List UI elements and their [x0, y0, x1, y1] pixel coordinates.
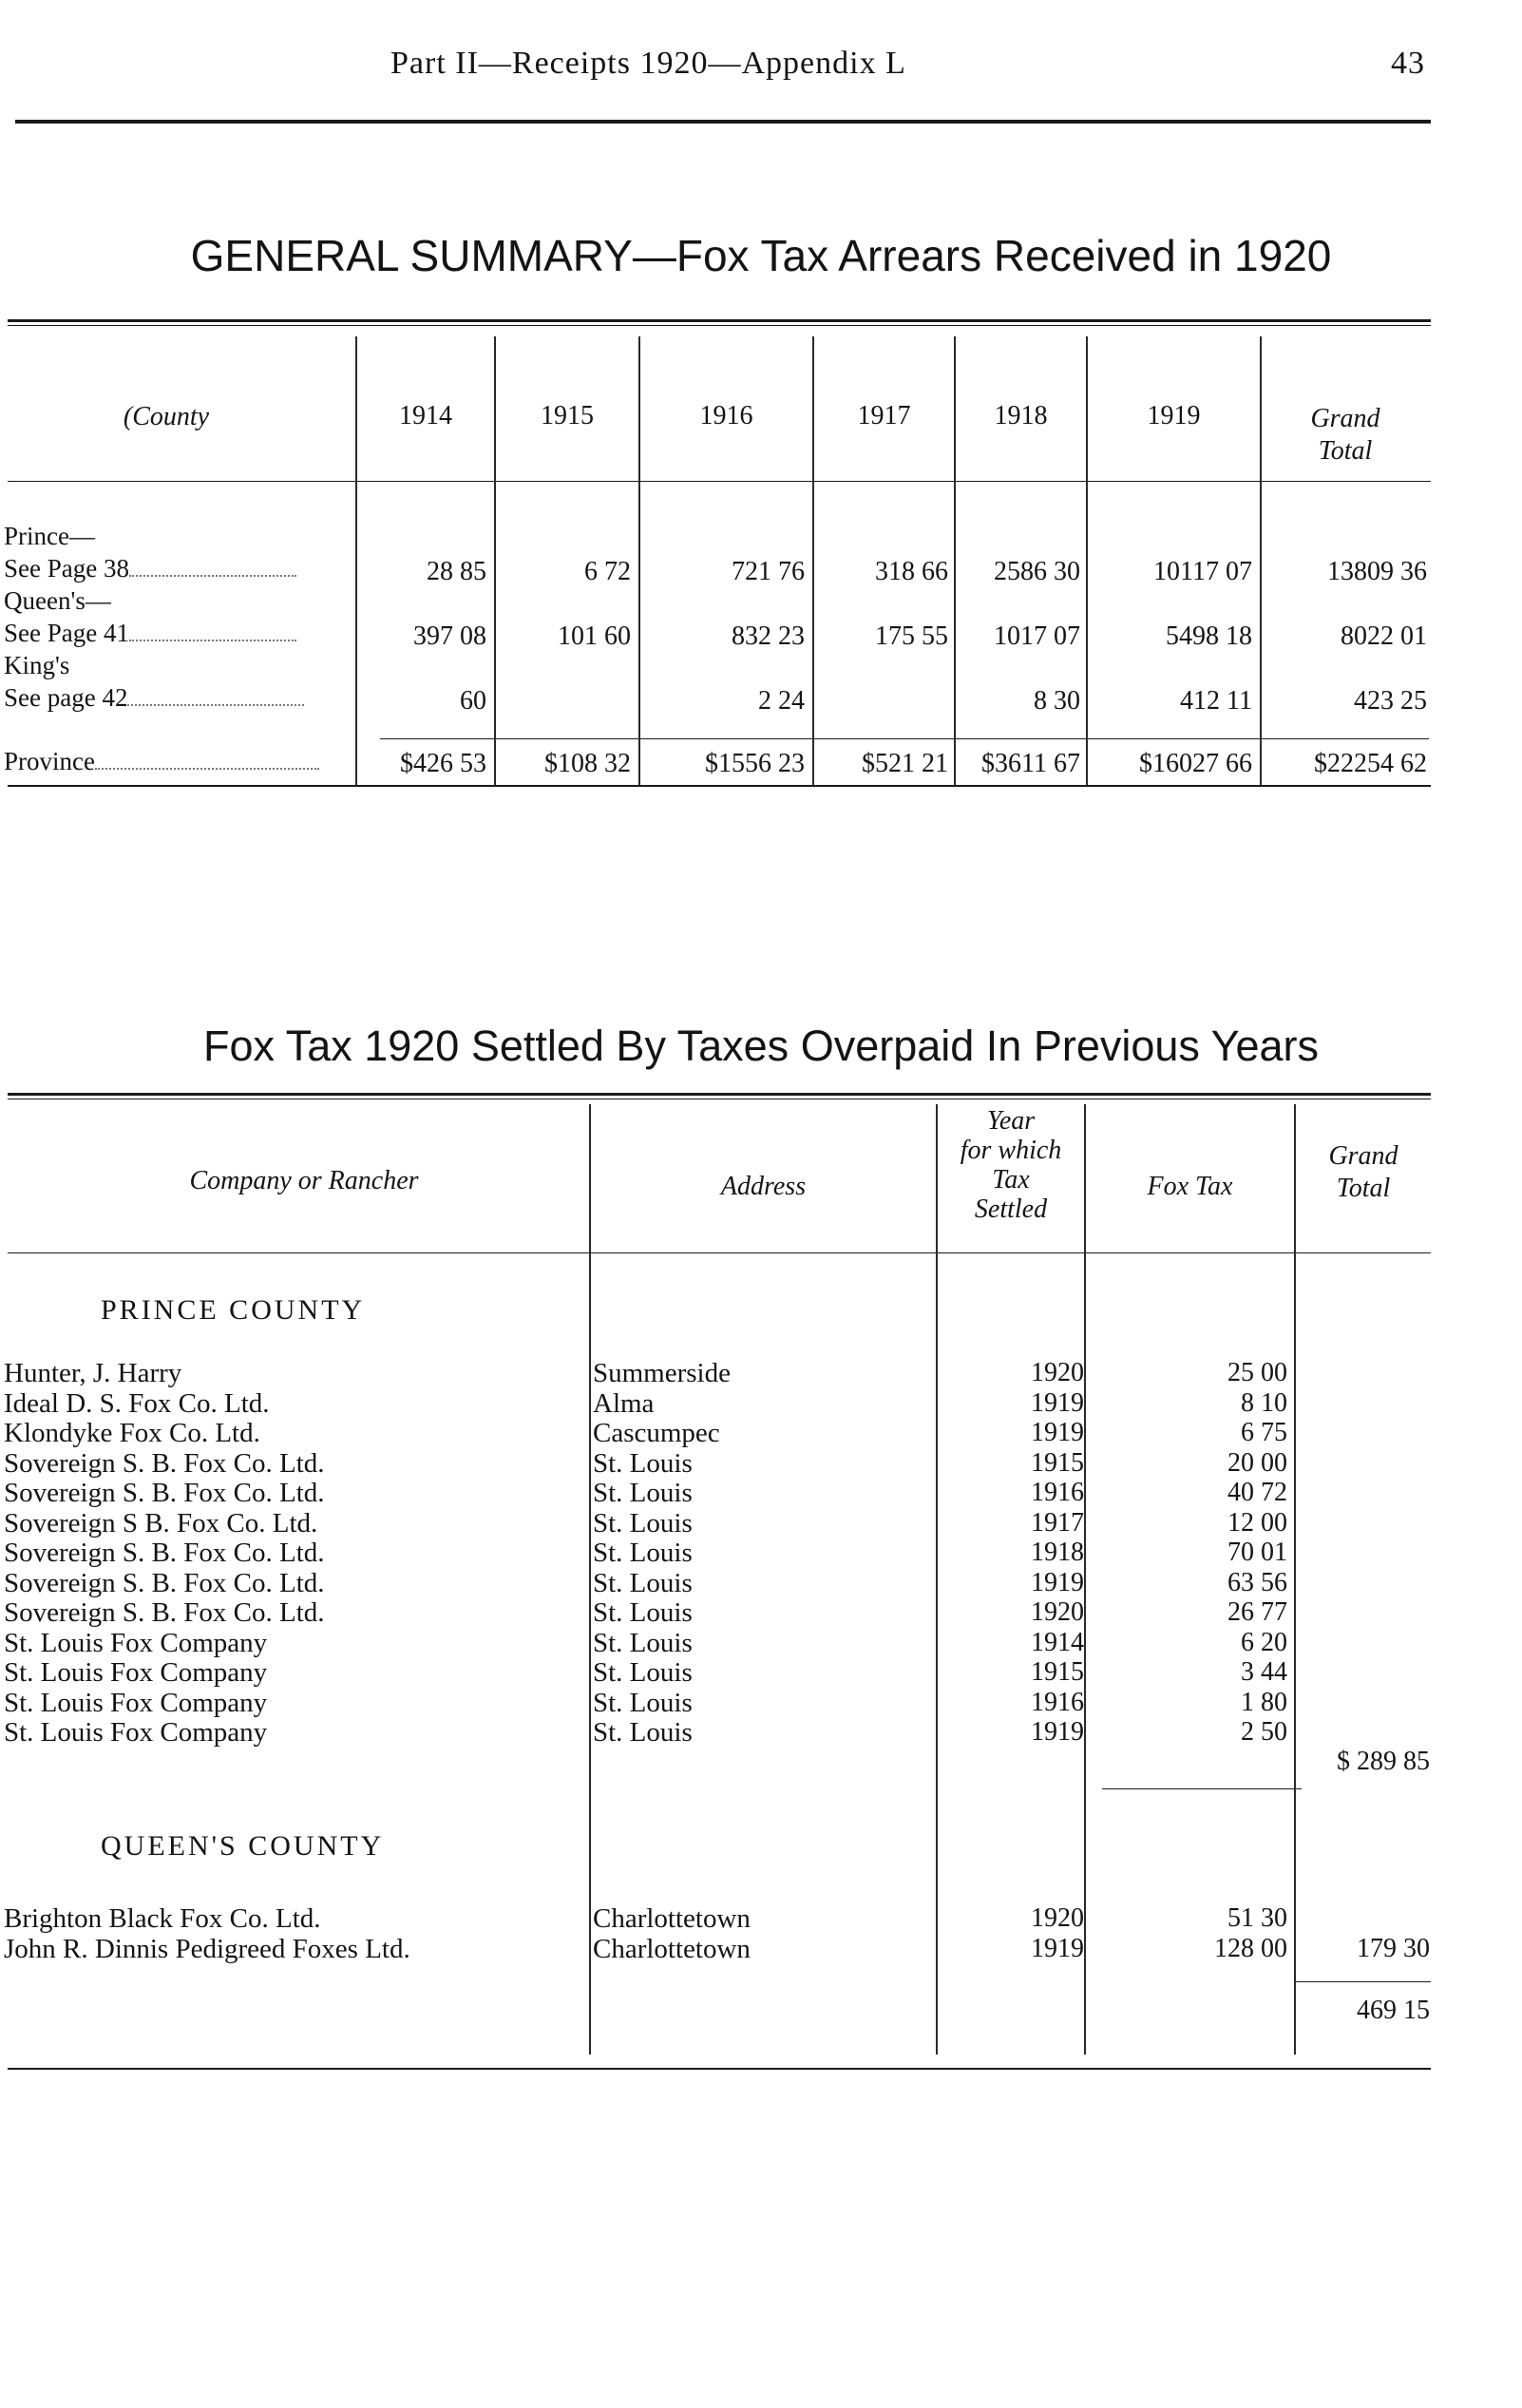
- cell-value: 60: [460, 686, 486, 716]
- col-header-year: 1917: [857, 401, 911, 430]
- company-name: Brighton Black Fox Co. Ltd.: [4, 1903, 321, 1934]
- cell-value: 397 08: [413, 621, 486, 651]
- year-settled: 1918: [1031, 1538, 1084, 1567]
- fox-tax: 20 00: [1227, 1447, 1287, 1478]
- company-name: Ideal D. S. Fox Co. Ltd.: [4, 1387, 270, 1419]
- year-settled: 1916: [1031, 1687, 1084, 1717]
- year-settled: 1919: [1031, 1934, 1084, 1963]
- address: St. Louis: [593, 1507, 693, 1538]
- company-name: John R. Dinnis Pedigreed Foxes Ltd.: [4, 1934, 410, 1964]
- table-row: [0, 1568, 1522, 1596]
- cell-value: 8022 01: [1341, 621, 1427, 651]
- col-header-year: 1918: [994, 401, 1048, 430]
- cell-value: 2586 30: [994, 557, 1080, 586]
- year-settled: 1920: [1031, 1597, 1084, 1627]
- fox-tax: 1 80: [1241, 1687, 1287, 1717]
- col-header-grand-total: Grand Total: [1328, 1141, 1398, 1203]
- address: St. Louis: [593, 1597, 693, 1628]
- company-name: Klondyke Fox Co. Ltd.: [4, 1418, 260, 1448]
- province-total: $1556 23: [705, 749, 805, 778]
- col-header-year: 1916: [699, 401, 753, 430]
- table-row: [0, 1388, 1522, 1417]
- col-header-grand-total: Grand Total: [1310, 404, 1380, 466]
- company-name: Hunter, J. Harry: [4, 1358, 182, 1388]
- company-name: Sovereign S. B. Fox Co. Ltd.: [4, 1597, 325, 1628]
- cell-value: 423 25: [1354, 686, 1427, 716]
- cell-value: 832 23: [732, 621, 805, 651]
- fox-tax: 26 77: [1227, 1597, 1287, 1627]
- fox-tax: 63 56: [1227, 1567, 1287, 1597]
- col-header-company: Company or Rancher: [189, 1166, 419, 1195]
- year-settled: 1917: [1031, 1507, 1084, 1538]
- fox-tax: 12 00: [1227, 1507, 1287, 1538]
- year-settled: 1919: [1031, 1418, 1084, 1447]
- col-header-address: Address: [720, 1172, 807, 1201]
- province-total: $3611 67: [981, 749, 1080, 778]
- address: Alma: [593, 1387, 655, 1419]
- table-row: [0, 1628, 1522, 1656]
- company-name: St. Louis Fox Company: [4, 1657, 268, 1688]
- address: St. Louis: [593, 1447, 693, 1479]
- row-label-province: Province: [4, 748, 319, 774]
- cell-value: 28 85: [427, 557, 486, 586]
- row-label-prince: Prince—: [4, 522, 95, 550]
- address: Charlottetown: [593, 1934, 751, 1964]
- year-settled: 1914: [1031, 1627, 1084, 1657]
- company-name: Sovereign S. B. Fox Co. Ltd.: [4, 1478, 325, 1508]
- row-label-queens: Queen's—: [4, 586, 111, 615]
- year-settled: 1919: [1031, 1387, 1084, 1418]
- year-settled: 1919: [1031, 1717, 1084, 1747]
- table-row: [0, 1358, 1522, 1386]
- year-settled: 1920: [1031, 1903, 1084, 1933]
- year-settled: 1916: [1031, 1478, 1084, 1507]
- year-settled: 1915: [1031, 1657, 1084, 1687]
- general-summary-title: GENERAL SUMMARY—Fox Tax Arrears Received in 1920: [190, 231, 1332, 280]
- province-total: $521 21: [862, 749, 948, 778]
- company-name: Sovereign S B. Fox Co. Ltd.: [4, 1507, 318, 1538]
- address: Cascumpec: [593, 1418, 720, 1448]
- row-label-kings-page: See page 42: [4, 684, 304, 711]
- page-number: 43: [1391, 46, 1425, 81]
- table-row: [0, 1418, 1522, 1446]
- section-heading-prince: PRINCE COUNTY: [101, 1294, 366, 1326]
- grand-total: 469 15: [1357, 1996, 1430, 2025]
- table-row: [0, 1508, 1522, 1537]
- province-total: $426 53: [400, 749, 486, 778]
- fox-tax: 6 20: [1241, 1627, 1287, 1657]
- cell-value: 6 72: [584, 557, 631, 586]
- settled-title: Fox Tax 1920 Settled By Taxes Overpaid In Previous Years: [202, 1022, 1320, 1070]
- address: St. Louis: [593, 1478, 693, 1508]
- cell-value: 412 11: [1180, 686, 1252, 716]
- prince-total: $ 289 85: [1337, 1747, 1430, 1776]
- cell-value: 5498 18: [1166, 621, 1252, 651]
- company-name: St. Louis Fox Company: [4, 1717, 268, 1748]
- company-name: St. Louis Fox Company: [4, 1687, 268, 1718]
- address: St. Louis: [593, 1538, 693, 1568]
- col-header-year: 1919: [1147, 401, 1201, 430]
- table-row: [0, 1538, 1522, 1566]
- province-total: $16027 66: [1139, 749, 1252, 778]
- year-settled: 1915: [1031, 1447, 1084, 1478]
- fox-tax: 70 01: [1227, 1538, 1287, 1567]
- table-row: [0, 1934, 1522, 1962]
- address: Summerside: [593, 1358, 731, 1388]
- cell-value: 175 55: [875, 621, 948, 651]
- col-header-fox-tax: Fox Tax: [1147, 1172, 1233, 1201]
- year-settled: 1919: [1031, 1567, 1084, 1597]
- running-header: Part II—Receipts 1920—Appendix L: [390, 46, 906, 81]
- company-name: Sovereign S. B. Fox Co. Ltd.: [4, 1447, 325, 1479]
- table-row: [0, 1903, 1522, 1932]
- cell-value: 13809 36: [1327, 557, 1427, 586]
- table-row: [0, 1597, 1522, 1626]
- fox-tax: 40 72: [1227, 1478, 1287, 1507]
- fox-tax: 2 50: [1241, 1717, 1287, 1747]
- table-row: [0, 1478, 1522, 1506]
- fox-tax: 8 10: [1241, 1387, 1287, 1418]
- company-name: Sovereign S. B. Fox Co. Ltd.: [4, 1538, 325, 1568]
- header-rule: [15, 120, 1431, 124]
- company-name: St. Louis Fox Company: [4, 1627, 268, 1658]
- address: St. Louis: [593, 1627, 693, 1658]
- cell-value: 721 76: [732, 557, 805, 586]
- col-header-year-settled: Year for which Tax Settled: [960, 1106, 1062, 1224]
- cell-value: 101 60: [558, 621, 631, 651]
- cell-value: 2 24: [758, 686, 805, 716]
- address: St. Louis: [593, 1687, 693, 1718]
- table-row: [0, 1448, 1522, 1477]
- table-row: [0, 1688, 1522, 1716]
- row-label-prince-page: See Page 38: [4, 555, 296, 582]
- fox-tax: 25 00: [1227, 1358, 1287, 1387]
- cell-value: 318 66: [875, 557, 948, 586]
- table-row: [0, 1717, 1522, 1746]
- address: St. Louis: [593, 1657, 693, 1688]
- col-header-year: 1915: [541, 401, 594, 430]
- col-header-year: 1914: [399, 401, 452, 430]
- address: St. Louis: [593, 1567, 693, 1598]
- fox-tax: 128 00: [1214, 1934, 1287, 1963]
- row-label-queens-page: See Page 41: [4, 620, 296, 646]
- cell-value: 1017 07: [994, 621, 1080, 651]
- queens-total: 179 30: [1357, 1934, 1430, 1963]
- province-total: $108 32: [544, 749, 631, 778]
- section-heading-queens: QUEEN'S COUNTY: [101, 1830, 385, 1862]
- table-row: [0, 1657, 1522, 1686]
- company-name: Sovereign S. B. Fox Co. Ltd.: [4, 1567, 325, 1598]
- fox-tax: 3 44: [1241, 1657, 1287, 1687]
- address: Charlottetown: [593, 1903, 751, 1934]
- row-label-kings: King's: [4, 651, 70, 679]
- year-settled: 1920: [1031, 1358, 1084, 1387]
- cell-value: 10117 07: [1153, 557, 1252, 586]
- address: St. Louis: [593, 1717, 693, 1748]
- cell-value: 8 30: [1034, 686, 1080, 716]
- province-total: $22254 62: [1314, 749, 1427, 778]
- fox-tax: 6 75: [1241, 1418, 1287, 1447]
- col-header-county: (County: [123, 402, 210, 431]
- fox-tax: 51 30: [1227, 1903, 1287, 1933]
